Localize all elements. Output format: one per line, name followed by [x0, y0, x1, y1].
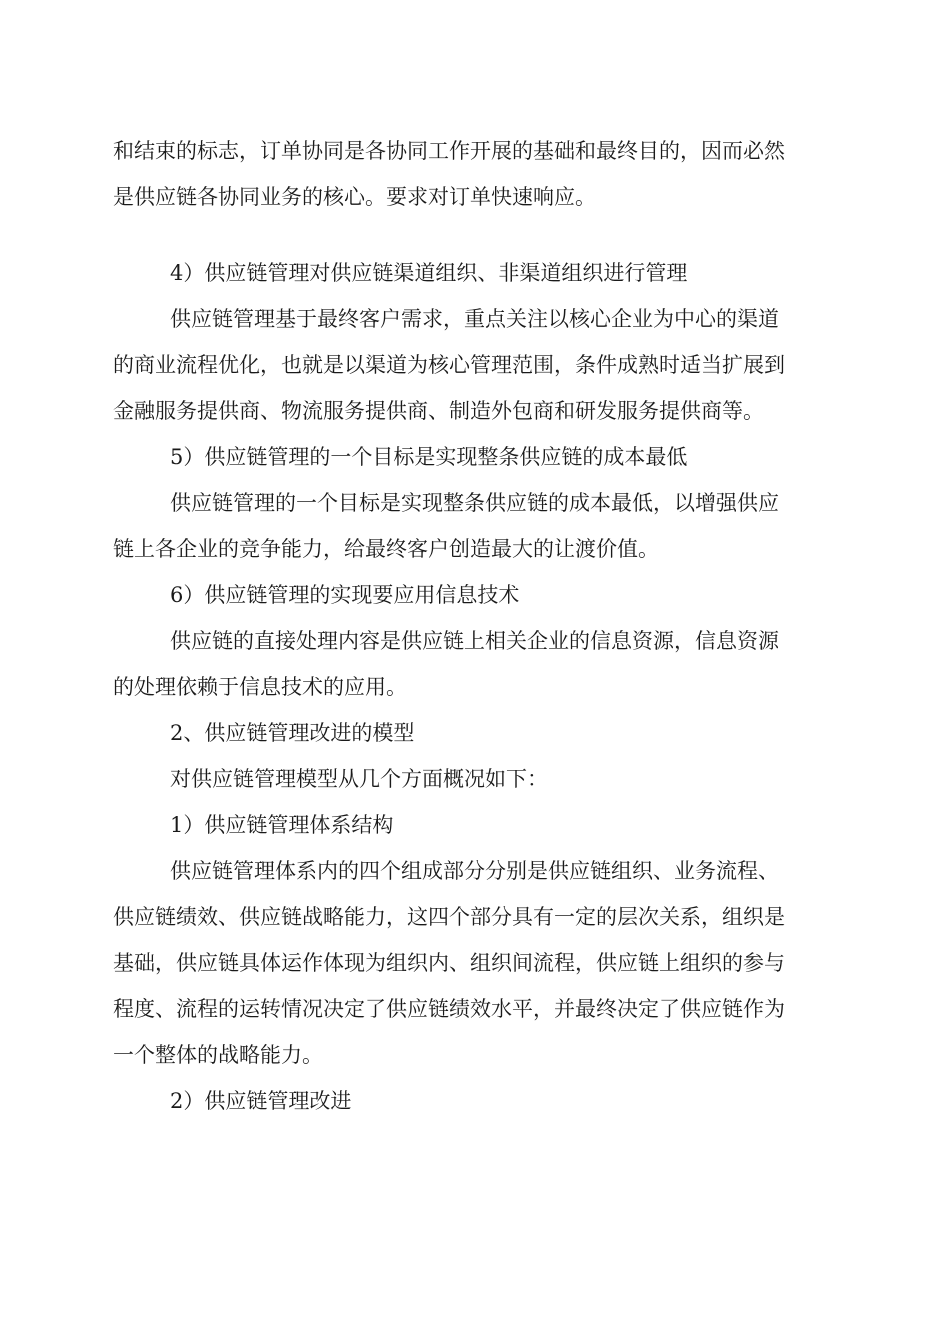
paragraph-line: 的处理依赖于信息技术的应用。 [113, 675, 407, 699]
paragraph-line: 供应链管理的一个目标是实现整条供应链的成本最低，以增强供应 [170, 491, 779, 515]
paragraph-line: 是供应链各协同业务的核心。要求对订单快速响应。 [113, 185, 596, 209]
paragraph-line: 对供应链管理模型从几个方面概况如下： [170, 767, 548, 791]
document-page [113, 128, 833, 1124]
paragraph-line: 程度、流程的运转情况决定了供应链绩效水平，并最终决定了供应链作为 [113, 997, 785, 1021]
paragraph-line: 基础，供应链具体运作体现为组织内、组织间流程，供应链上组织的参与 [113, 951, 785, 975]
paragraph-line: 金融服务提供商、物流服务提供商、制造外包商和研发服务提供商等。 [113, 399, 764, 423]
section-heading: 2、供应链管理改进的模型 [170, 721, 415, 745]
paragraph-line: 供应链的直接处理内容是供应链上相关企业的信息资源，信息资源 [170, 629, 779, 653]
paragraph-line: 供应链管理体系内的四个组成部分分别是供应链组织、业务流程、 [170, 859, 779, 883]
paragraph-gap [113, 220, 833, 250]
section-heading: 2）供应链管理改进 [170, 1089, 352, 1113]
section-heading: 1）供应链管理体系结构 [170, 813, 394, 837]
section-heading: 4）供应链管理对供应链渠道组织、非渠道组织进行管理 [170, 261, 688, 285]
paragraph-line: 供应链管理基于最终客户需求，重点关注以核心企业为中心的渠道 [170, 307, 779, 331]
section-heading: 6）供应链管理的实现要应用信息技术 [170, 583, 520, 607]
paragraph-line: 和结束的标志，订单协同是各协同工作开展的基础和最终目的，因而必然 [113, 139, 785, 163]
section-heading: 5）供应链管理的一个目标是实现整条供应链的成本最低 [170, 445, 688, 469]
paragraph-line: 链上各企业的竞争能力，给最终客户创造最大的让渡价值。 [113, 537, 659, 561]
paragraph-line: 供应链绩效、供应链战略能力，这四个部分具有一定的层次关系，组织是 [113, 905, 785, 929]
paragraph-line: 一个整体的战略能力。 [113, 1043, 323, 1067]
paragraph-line: 的商业流程优化，也就是以渠道为核心管理范围，条件成熟时适当扩展到 [113, 353, 785, 377]
